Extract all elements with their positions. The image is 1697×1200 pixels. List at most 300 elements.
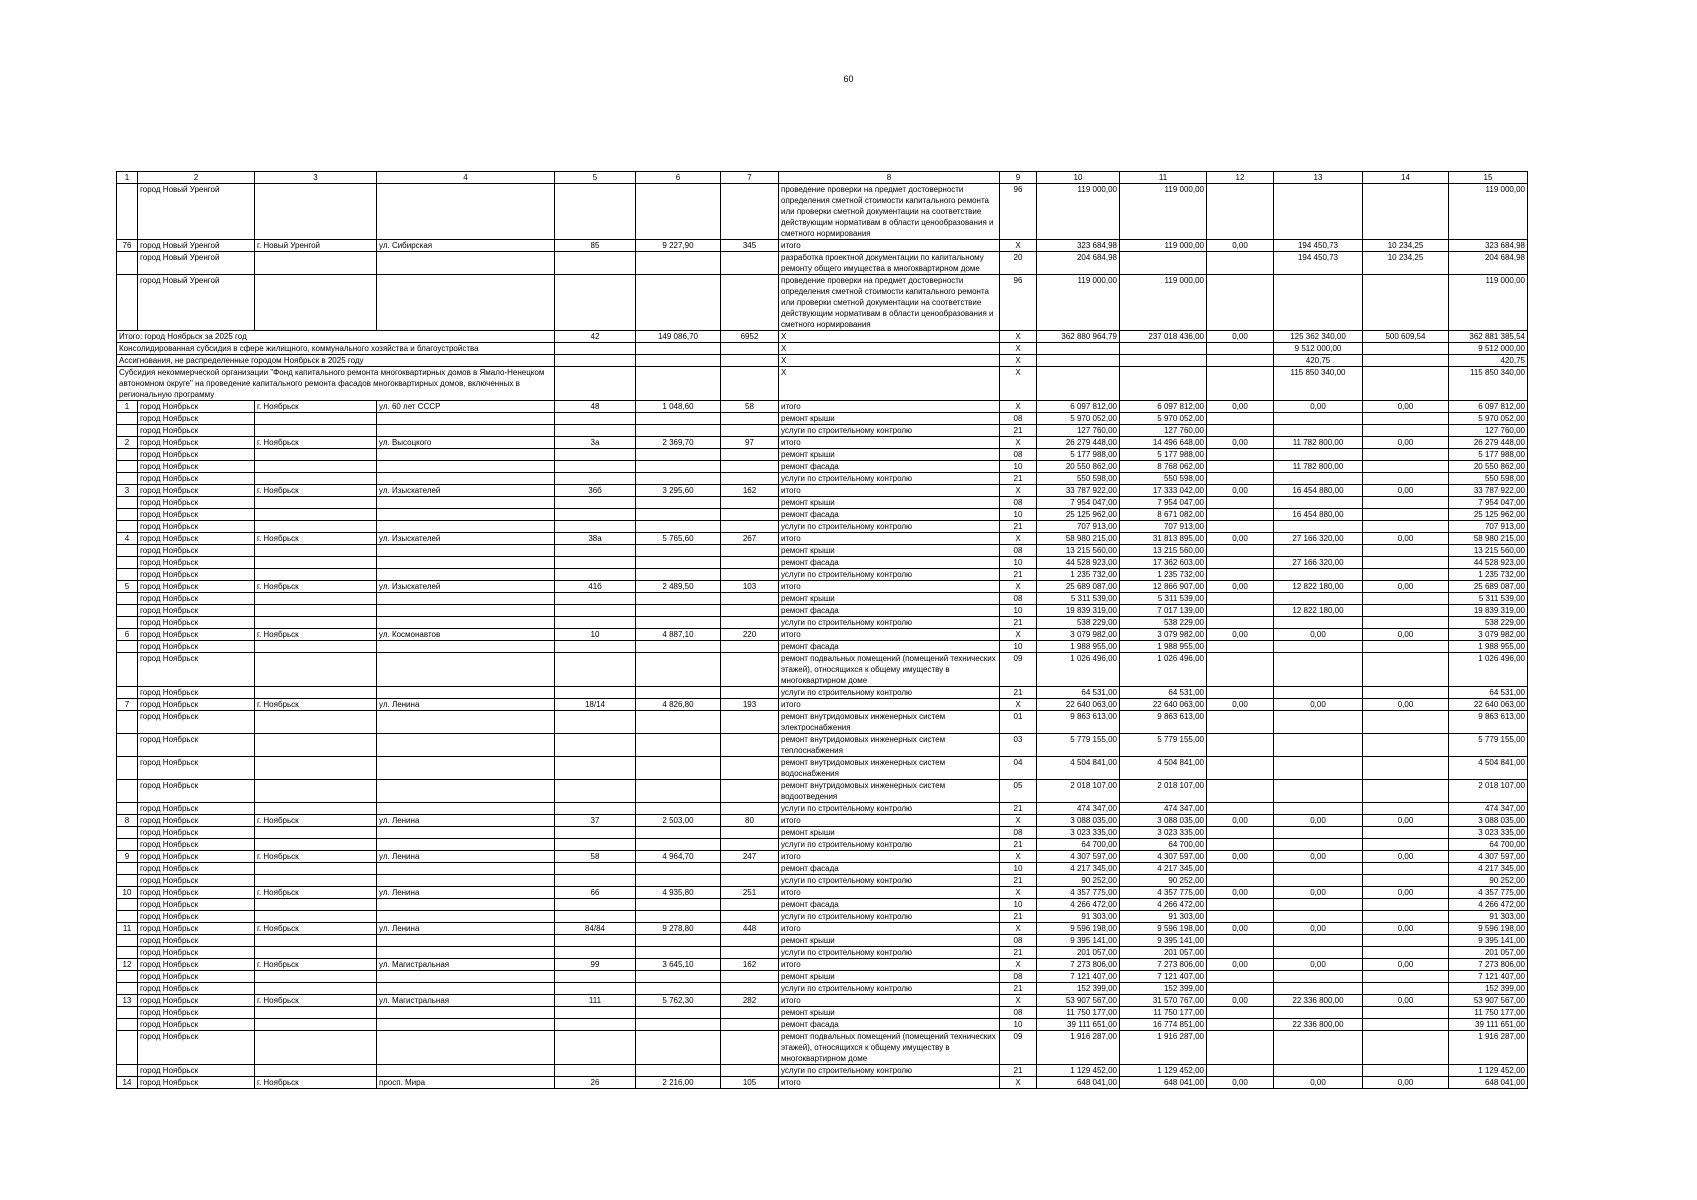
- cell-col-5: 42: [555, 331, 636, 343]
- cell-col-8: итого: [779, 995, 1000, 1007]
- cell-col-14: [1363, 509, 1449, 521]
- cell-col-6: [636, 803, 721, 815]
- table-row: [117, 581, 1528, 593]
- cell-col-10: 323 684,98: [1037, 240, 1120, 252]
- cell-col-2: город Ноябрьск: [138, 509, 255, 521]
- cell-col-2: город Ноябрьск: [138, 545, 255, 557]
- cell-col-12: [1207, 780, 1274, 803]
- cell-col-3: [255, 449, 377, 461]
- table-row: [117, 1077, 1528, 1089]
- cell-col-5: [555, 780, 636, 803]
- cell-col-14: 0,00: [1363, 485, 1449, 497]
- table-row: [117, 629, 1528, 641]
- cell-col-9: X: [1000, 629, 1037, 641]
- cell-col-5: [555, 899, 636, 911]
- cell-col-8: итого: [779, 923, 1000, 935]
- cell-col-11: 4 266 472,00: [1120, 899, 1207, 911]
- cell-col-7: [721, 803, 779, 815]
- cell-col-12: 0,00: [1207, 923, 1274, 935]
- cell-col-6: [636, 605, 721, 617]
- cell-col-5: [555, 275, 636, 331]
- cell-col-12: [1207, 355, 1274, 367]
- cell-col-14: [1363, 971, 1449, 983]
- cell-col-8: итого: [779, 581, 1000, 593]
- cell-col-11: 17 333 042,00: [1120, 485, 1207, 497]
- cell-col-2: город Ноябрьск: [138, 947, 255, 959]
- cell-col-6: 1 048,60: [636, 401, 721, 413]
- cell-col-14: 0,00: [1363, 959, 1449, 971]
- cell-col-1: [117, 617, 138, 629]
- cell-col-3: г. Ноябрьск: [255, 581, 377, 593]
- cell-col-11: 9 596 198,00: [1120, 923, 1207, 935]
- cell-col-7: 80: [721, 815, 779, 827]
- cell-col-1: 5: [117, 581, 138, 593]
- cell-col-5: [555, 473, 636, 485]
- cell-col-3: [255, 935, 377, 947]
- cell-col-3: [255, 509, 377, 521]
- cell-col-14: [1363, 367, 1449, 401]
- cell-col-11: 31 570 767,00: [1120, 995, 1207, 1007]
- cell-col-2: город Ноябрьск: [138, 437, 255, 449]
- cell-col-6: 9 278,80: [636, 923, 721, 935]
- cell-col-2: город Ноябрьск: [138, 757, 255, 780]
- cell-col-4: просп. Мира: [377, 1077, 555, 1089]
- cell-col-8: услуги по строительному контролю: [779, 1065, 1000, 1077]
- cell-col-8: итого: [779, 959, 1000, 971]
- cell-col-5: [555, 413, 636, 425]
- cell-col-6: [636, 252, 721, 275]
- cell-col-8: услуги по строительному контролю: [779, 521, 1000, 533]
- cell-col-13: [1274, 687, 1363, 699]
- cell-col-5: [555, 425, 636, 437]
- cell-col-8: ремонт крыши: [779, 593, 1000, 605]
- cell-col-5: [555, 757, 636, 780]
- cell-col-12: 0,00: [1207, 959, 1274, 971]
- cell-col-8: X: [779, 331, 1000, 343]
- cell-col-11: 538 229,00: [1120, 617, 1207, 629]
- cell-col-10: 648 041,00: [1037, 1077, 1120, 1089]
- cell-col-12: [1207, 911, 1274, 923]
- cell-col-1: [117, 875, 138, 887]
- table-row: [117, 1019, 1528, 1031]
- cell-col-5: 18/14: [555, 699, 636, 711]
- cell-col-13: [1274, 569, 1363, 581]
- cell-col-3: [255, 1007, 377, 1019]
- cell-col-1: [117, 734, 138, 757]
- cell-col-5: 66: [555, 887, 636, 899]
- cell-col-4: [377, 757, 555, 780]
- cell-col-7: [721, 1019, 779, 1031]
- cell-col-7: [721, 497, 779, 509]
- cell-col-6: 4 935,80: [636, 887, 721, 899]
- cell-col-4: ул. Ленина: [377, 923, 555, 935]
- cell-col-3: [255, 827, 377, 839]
- cell-col-3: [255, 911, 377, 923]
- cell-col-12: [1207, 545, 1274, 557]
- cell-col-11: 550 598,00: [1120, 473, 1207, 485]
- cell-col-11: 3 079 982,00: [1120, 629, 1207, 641]
- cell-col-11: 1 026 496,00: [1120, 653, 1207, 687]
- cell-col-12: 0,00: [1207, 699, 1274, 711]
- cell-col-15: 64 700,00: [1449, 839, 1528, 851]
- cell-col-15: 20 550 862,00: [1449, 461, 1528, 473]
- cell-col-3: [255, 425, 377, 437]
- cell-col-10: 3 023 335,00: [1037, 827, 1120, 839]
- cell-col-13: 0,00: [1274, 401, 1363, 413]
- cell-col-10: 6 097 812,00: [1037, 401, 1120, 413]
- cell-col-11: 9 863 613,00: [1120, 711, 1207, 734]
- cell-col-4: [377, 971, 555, 983]
- cell-col-10: 22 640 063,00: [1037, 699, 1120, 711]
- cell-col-15: 91 303,00: [1449, 911, 1528, 923]
- cell-col-13: [1274, 413, 1363, 425]
- table-row: [117, 605, 1528, 617]
- column-number-2: 2: [138, 172, 255, 184]
- cell-col-3: [255, 863, 377, 875]
- cell-col-10: 1 235 732,00: [1037, 569, 1120, 581]
- cell-col-3: [255, 275, 377, 331]
- cell-col-10: 64 531,00: [1037, 687, 1120, 699]
- cell-col-5: 3а: [555, 437, 636, 449]
- cell-col-3: [255, 545, 377, 557]
- cell-col-10: 5 177 988,00: [1037, 449, 1120, 461]
- cell-col-9: X: [1000, 851, 1037, 863]
- cell-col-13: [1274, 911, 1363, 923]
- table-row: [117, 1031, 1528, 1065]
- cell-col-10: 9 596 198,00: [1037, 923, 1120, 935]
- cell-col-14: [1363, 605, 1449, 617]
- cell-col-13: 0,00: [1274, 699, 1363, 711]
- cell-col-10: 5 311 539,00: [1037, 593, 1120, 605]
- cell-col-9: 08: [1000, 593, 1037, 605]
- cell-col-2: город Ноябрьск: [138, 425, 255, 437]
- cell-col-15: 9 395 141,00: [1449, 935, 1528, 947]
- cell-col-10: 152 399,00: [1037, 983, 1120, 995]
- cell-col-2: город Ноябрьск: [138, 473, 255, 485]
- cell-col-9: 10: [1000, 899, 1037, 911]
- cell-col-14: 0,00: [1363, 629, 1449, 641]
- cell-col-6: [636, 971, 721, 983]
- cell-col-9: 08: [1000, 497, 1037, 509]
- cell-col-10: 33 787 922,00: [1037, 485, 1120, 497]
- cell-col-12: [1207, 593, 1274, 605]
- cell-col-6: [636, 653, 721, 687]
- cell-col-1: 10: [117, 887, 138, 899]
- cell-col-2: город Ноябрьск: [138, 413, 255, 425]
- cell-col-1: [117, 449, 138, 461]
- cell-col-11: 237 018 436,00: [1120, 331, 1207, 343]
- cell-col-12: [1207, 449, 1274, 461]
- cell-col-9: 08: [1000, 935, 1037, 947]
- cell-col-8: ремонт крыши: [779, 827, 1000, 839]
- cell-col-14: [1363, 757, 1449, 780]
- cell-col-7: [721, 875, 779, 887]
- cell-col-8: ремонт фасада: [779, 605, 1000, 617]
- cell-col-4: [377, 1065, 555, 1077]
- cell-col-9: 21: [1000, 687, 1037, 699]
- cell-col-2: город Ноябрьск: [138, 911, 255, 923]
- cell-col-2: город Ноябрьск: [138, 401, 255, 413]
- cell-col-15: 152 399,00: [1449, 983, 1528, 995]
- cell-col-14: [1363, 497, 1449, 509]
- cell-col-10: 204 684,98: [1037, 252, 1120, 275]
- cell-col-4: ул. Ленина: [377, 699, 555, 711]
- cell-col-5: [555, 461, 636, 473]
- cell-col-1: [117, 593, 138, 605]
- cell-col-14: [1363, 875, 1449, 887]
- cell-col-7: [721, 863, 779, 875]
- cell-col-9: X: [1000, 887, 1037, 899]
- cell-col-2: город Ноябрьск: [138, 1077, 255, 1089]
- cell-col-9: X: [1000, 367, 1037, 401]
- cell-col-1: [117, 569, 138, 581]
- cell-col-4: [377, 687, 555, 699]
- cell-col-11: 5 779 155,00: [1120, 734, 1207, 757]
- cell-col-6: [636, 947, 721, 959]
- cell-col-12: [1207, 899, 1274, 911]
- cell-col-13: [1274, 971, 1363, 983]
- cell-col-15: 58 980 215,00: [1449, 533, 1528, 545]
- cell-col-14: [1363, 617, 1449, 629]
- table-row: [117, 711, 1528, 734]
- cell-col-6: 5 765,60: [636, 533, 721, 545]
- cell-col-11: 7 121 407,00: [1120, 971, 1207, 983]
- cell-col-7: [721, 545, 779, 557]
- cell-col-2: город Новый Уренгой: [138, 275, 255, 331]
- cell-col-15: 5 177 988,00: [1449, 449, 1528, 461]
- table-row: [117, 815, 1528, 827]
- cell-col-7: 58: [721, 401, 779, 413]
- cell-col-14: 10 234,25: [1363, 252, 1449, 275]
- cell-col-8: ремонт фасада: [779, 641, 1000, 653]
- cell-col-12: [1207, 1019, 1274, 1031]
- cell-col-4: [377, 983, 555, 995]
- cell-col-6: 3 645,10: [636, 959, 721, 971]
- cell-col-9: 08: [1000, 449, 1037, 461]
- cell-col-3: [255, 803, 377, 815]
- table-row: [117, 839, 1528, 851]
- cell-col-10: 5 970 052,00: [1037, 413, 1120, 425]
- cell-col-1: [117, 545, 138, 557]
- cell-col-13: [1274, 1031, 1363, 1065]
- summary-label: Итого: город Ноябрьск за 2025 год: [117, 331, 555, 343]
- cell-col-14: [1363, 711, 1449, 734]
- table-row: [117, 687, 1528, 699]
- cell-col-1: [117, 1065, 138, 1077]
- cell-col-6: 2 216,00: [636, 1077, 721, 1089]
- cell-col-10: 7 273 806,00: [1037, 959, 1120, 971]
- cell-col-10: 9 863 613,00: [1037, 711, 1120, 734]
- cell-col-14: [1363, 1019, 1449, 1031]
- table-row: [117, 1007, 1528, 1019]
- cell-col-15: 9 512 000,00: [1449, 343, 1528, 355]
- cell-col-15: 119 000,00: [1449, 184, 1528, 240]
- cell-col-2: город Ноябрьск: [138, 653, 255, 687]
- cell-col-6: [636, 1031, 721, 1065]
- cell-col-10: 11 750 177,00: [1037, 1007, 1120, 1019]
- cell-col-5: 38а: [555, 533, 636, 545]
- cell-col-12: [1207, 617, 1274, 629]
- cell-col-6: [636, 497, 721, 509]
- cell-col-15: 648 041,00: [1449, 1077, 1528, 1089]
- cell-col-8: итого: [779, 533, 1000, 545]
- cell-col-10: 127 760,00: [1037, 425, 1120, 437]
- cell-col-3: [255, 521, 377, 533]
- cell-col-8: ремонт фасада: [779, 461, 1000, 473]
- column-number-1: 1: [117, 172, 138, 184]
- cell-col-9: 21: [1000, 803, 1037, 815]
- cell-col-3: г. Новый Уренгой: [255, 240, 377, 252]
- cell-col-4: ул. Высоцкого: [377, 437, 555, 449]
- cell-col-11: 5 970 052,00: [1120, 413, 1207, 425]
- cell-col-3: [255, 734, 377, 757]
- cell-col-5: 99: [555, 959, 636, 971]
- cell-col-2: город Ноябрьск: [138, 641, 255, 653]
- cell-col-7: [721, 971, 779, 983]
- cell-col-12: [1207, 184, 1274, 240]
- cell-col-15: 7 954 047,00: [1449, 497, 1528, 509]
- cell-col-2: город Ноябрьск: [138, 617, 255, 629]
- column-number-9: 9: [1000, 172, 1037, 184]
- cell-col-3: [255, 184, 377, 240]
- cell-col-3: [255, 569, 377, 581]
- cell-col-2: город Ноябрьск: [138, 1019, 255, 1031]
- cell-col-6: [636, 1019, 721, 1031]
- cell-col-5: [555, 875, 636, 887]
- table-row: [117, 533, 1528, 545]
- cell-col-2: город Новый Уренгой: [138, 240, 255, 252]
- cell-col-12: 0,00: [1207, 815, 1274, 827]
- cell-col-8: услуги по строительному контролю: [779, 911, 1000, 923]
- cell-col-11: 3 088 035,00: [1120, 815, 1207, 827]
- cell-col-13: [1274, 947, 1363, 959]
- cell-col-9: 10: [1000, 605, 1037, 617]
- cell-col-6: [636, 521, 721, 533]
- table-row: [117, 557, 1528, 569]
- table-row: [117, 252, 1528, 275]
- cell-col-7: [721, 687, 779, 699]
- cell-col-10: 13 215 560,00: [1037, 545, 1120, 557]
- cell-col-14: 0,00: [1363, 923, 1449, 935]
- cell-col-9: X: [1000, 533, 1037, 545]
- cell-col-4: [377, 839, 555, 851]
- cell-col-4: [377, 413, 555, 425]
- cell-col-2: город Ноябрьск: [138, 533, 255, 545]
- cell-col-3: г. Ноябрьск: [255, 699, 377, 711]
- cell-col-3: г. Ноябрьск: [255, 995, 377, 1007]
- cell-col-12: 0,00: [1207, 437, 1274, 449]
- cell-col-13: 27 166 320,00: [1274, 557, 1363, 569]
- cell-col-1: [117, 275, 138, 331]
- cell-col-4: ул. Ленина: [377, 851, 555, 863]
- cell-col-15: 420,75: [1449, 355, 1528, 367]
- cell-col-13: [1274, 899, 1363, 911]
- cell-col-7: [721, 617, 779, 629]
- cell-col-5: [555, 839, 636, 851]
- cell-col-2: город Ноябрьск: [138, 1007, 255, 1019]
- cell-col-4: [377, 275, 555, 331]
- cell-col-4: [377, 449, 555, 461]
- cell-col-6: 3 295,60: [636, 485, 721, 497]
- cell-col-9: X: [1000, 923, 1037, 935]
- cell-col-13: [1274, 521, 1363, 533]
- cell-col-9: X: [1000, 485, 1037, 497]
- cell-col-10: 64 700,00: [1037, 839, 1120, 851]
- table-row: [117, 780, 1528, 803]
- cell-col-6: [636, 593, 721, 605]
- cell-col-2: город Новый Уренгой: [138, 252, 255, 275]
- cell-col-7: [721, 355, 779, 367]
- cell-col-8: услуги по строительному контролю: [779, 875, 1000, 887]
- cell-col-6: [636, 184, 721, 240]
- column-number-11: 11: [1120, 172, 1207, 184]
- cell-col-3: [255, 497, 377, 509]
- cell-col-6: [636, 509, 721, 521]
- cell-col-10: 3 088 035,00: [1037, 815, 1120, 827]
- cell-col-12: [1207, 863, 1274, 875]
- cell-col-15: 13 215 560,00: [1449, 545, 1528, 557]
- cell-col-6: [636, 827, 721, 839]
- cell-col-12: [1207, 461, 1274, 473]
- cell-col-13: 125 362 340,00: [1274, 331, 1363, 343]
- cell-col-9: 20: [1000, 252, 1037, 275]
- cell-col-6: [636, 617, 721, 629]
- cell-col-8: ремонт фасада: [779, 557, 1000, 569]
- cell-col-7: 6952: [721, 331, 779, 343]
- cell-col-1: [117, 497, 138, 509]
- cell-col-14: [1363, 839, 1449, 851]
- cell-col-4: [377, 711, 555, 734]
- cell-col-11: 707 913,00: [1120, 521, 1207, 533]
- cell-col-9: 10: [1000, 461, 1037, 473]
- cell-col-1: 4: [117, 533, 138, 545]
- cell-col-13: 0,00: [1274, 851, 1363, 863]
- cell-col-14: [1363, 521, 1449, 533]
- cell-col-12: [1207, 367, 1274, 401]
- cell-col-11: 6 097 812,00: [1120, 401, 1207, 413]
- cell-col-13: [1274, 757, 1363, 780]
- cell-col-13: [1274, 1007, 1363, 1019]
- cell-col-10: 25 689 087,00: [1037, 581, 1120, 593]
- cell-col-14: [1363, 1007, 1449, 1019]
- cell-col-15: 1 129 452,00: [1449, 1065, 1528, 1077]
- cell-col-8: X: [779, 355, 1000, 367]
- cell-col-7: 282: [721, 995, 779, 1007]
- cell-col-6: 149 086,70: [636, 331, 721, 343]
- cell-col-14: [1363, 827, 1449, 839]
- cell-col-12: 0,00: [1207, 581, 1274, 593]
- cell-col-4: [377, 863, 555, 875]
- cell-col-7: [721, 1065, 779, 1077]
- cell-col-2: город Ноябрьск: [138, 557, 255, 569]
- cell-col-14: [1363, 899, 1449, 911]
- cell-col-2: город Ноябрьск: [138, 521, 255, 533]
- cell-col-7: [721, 641, 779, 653]
- cell-col-4: ул. Изыскателей: [377, 485, 555, 497]
- cell-col-5: [555, 252, 636, 275]
- cell-col-6: [636, 473, 721, 485]
- cell-col-13: [1274, 734, 1363, 757]
- cell-col-9: 08: [1000, 1007, 1037, 1019]
- cell-col-11: 11 750 177,00: [1120, 1007, 1207, 1019]
- cell-col-4: [377, 653, 555, 687]
- cell-col-11: 64 531,00: [1120, 687, 1207, 699]
- cell-col-6: [636, 935, 721, 947]
- cell-col-1: [117, 863, 138, 875]
- cell-col-1: [117, 641, 138, 653]
- table-row: [117, 887, 1528, 899]
- cell-col-2: город Ноябрьск: [138, 497, 255, 509]
